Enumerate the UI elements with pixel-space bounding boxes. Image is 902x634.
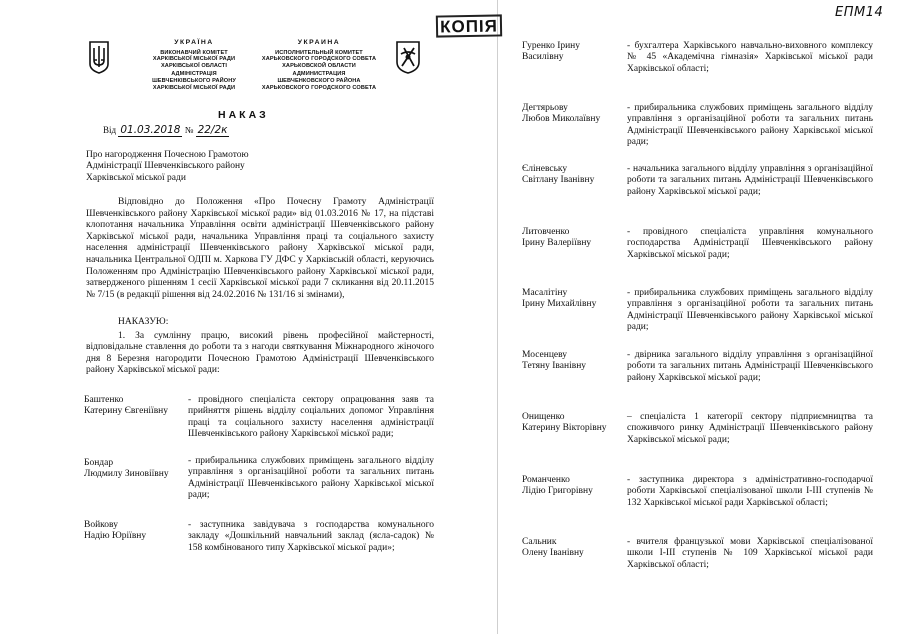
header-line: ИСПОЛНИТЕЛЬНЫЙ КОМИТЕТ [275, 49, 363, 56]
recipient-name: Литовченко Ірину Валеріївну [522, 227, 592, 249]
recipient-position: - начальника загального відділу управління з організаційної роботи та загальних питань Адміністрації Шевченківського району Харківської міської ради; [627, 164, 873, 197]
recipient-name: Романченко Лідію Григорівну [522, 475, 593, 497]
recipient-name: Войкову Надію Юріївну [84, 520, 147, 542]
header-line: ХАРЬКОВСКОГО ГОРОДСКОГО СОВЕТА [261, 84, 377, 91]
header-ukrainian [138, 40, 250, 91]
recipient-position: - вчителя французької мови Харківської спеціалізованої школи І-ІІІ ступенів № 109 Харківської міської ради Харківської області; [627, 537, 873, 570]
country-name: УКРАЇНА [174, 39, 214, 46]
header-line: ХАРЬКОВСКОГО ГОРОДСКОГО СОВЕТА [261, 56, 377, 63]
recipient-position: - провідного спеціаліста сектору опрацювання заяв та прийняття рішень відділу соціальних допомог Управління праці та соціального захисту населення адміністрації Шевченківського району Харківської міської ради; [188, 395, 434, 440]
ukraine-trident-icon [88, 40, 110, 74]
order-preamble: Відповідно до Положення «Про Почесну Грамоту Адміністрації Шевченківського району Харківської міської ради» від 01.03.2016 № 17, на підставі клопотання начальника Управління освіти адміністрації Шевченківського району Харківської міської ради, начальника Управління праці та соціального захисту населення адміністрації Шевченківського району Харківської міської ради, начальника Центральної ОДПІ м. Харкова ГУ ДФС у Харківській області, керуючись Положенням про Адміністрацію Шевченківського району Харківської міської ради, затвердженого рішенням 1 сесії Харківської міської ради 7 скликання від 20.11.2015 № 7/15 (в редакції рішення від 24.02.2016 № 131/16 зі змінами), [86, 197, 434, 300]
header-russian [258, 40, 380, 91]
subject-line: Харківської міської ради [86, 172, 186, 183]
header-line: ХАРКІВСЬКОЇ МІСЬКОЇ РАДИ [152, 84, 236, 91]
recipient-name: Сальник Олену Іванівну [522, 537, 584, 559]
recipient-position: - заступника директора з адміністративно-господарчої роботи Харківської спеціалізованої школи І-ІІІ ступенів № 132 Харківської міської ради Харківської області; [627, 475, 873, 508]
header-line: ХАРЬКОВСКОЙ ОБЛАСТИ [282, 62, 356, 69]
subject-line: Адміністрації Шевченківського району [86, 161, 245, 172]
order-date-line [103, 124, 229, 137]
recipient-name: Баштенко Катерину Євгеніївну [84, 395, 169, 417]
recipient-name: Онищенко Катерину Вікторівну [522, 412, 607, 434]
recipient-name: Гуренко Ірину Василівну [522, 41, 581, 63]
kharkiv-emblem-icon [395, 40, 421, 74]
order-number: 22/2к [197, 124, 228, 136]
order-date: 01.03.2018 [120, 124, 181, 136]
nakazuyu-label: НАКАЗУЮ: [118, 317, 169, 327]
page-divider [497, 0, 498, 634]
handwritten-note: ЕПМ14 [835, 5, 884, 20]
clause-1: 1. За сумлінну працю, високий рівень професійної майстерності, відповідальне ставлення до роботи та з нагоди святкування Міжнародного жіночого дня 8 Березня нагородити Почесною Грамотою Адміністрації Шевченківського району Харківської міської ради: [86, 331, 434, 376]
recipient-position: - провідного спеціаліста управління комунального господарства Адміністрації Шевченківського району Харківської міської ради; [627, 227, 873, 260]
header-line: ШЕВЧЕНКОВСКОГО РАЙОНА [277, 77, 361, 84]
country-name: УКРАИНА [297, 39, 341, 46]
recipient-position: - прибиральника службових приміщень загального відділу управління з організаційної роботи та загальних питань Адміністрації Шевченківського району Харківської міської ради; [188, 456, 434, 501]
order-title: НАКАЗ [218, 109, 269, 121]
header-line: АДМИНИСТРАЦИЯ [292, 71, 346, 78]
header-line: ВИКОНАВЧИЙ КОМІТЕТ [160, 49, 228, 56]
recipient-position: - двірника загального відділу управління з організаційної роботи та загальних питань Адміністрації Шевченківського району Харківської міської ради; [627, 350, 873, 383]
recipient-name: Масалітіну Ірину Михайлівну [522, 288, 597, 310]
header-line: АДМІНІСТРАЦІЯ [171, 71, 217, 78]
recipient-position: – спеціаліста 1 категорії сектору підприємництва та споживчого ринку Адміністрації Шевченківського району Харківської міської ради; [627, 412, 873, 445]
recipient-name: Єліневську Світлану Іванівну [522, 164, 595, 186]
date-prefix: Від [103, 125, 117, 135]
recipient-position: - прибиральника службових приміщень загального відділу управління з організаційної роботи та загальних питань Адміністрації Шевченківського району Харківської міської ради; [627, 103, 873, 148]
header-line: ХАРКІВСЬКОЇ ОБЛАСТІ [160, 62, 228, 69]
recipient-position: - бухгалтера Харківського навчально-виховного комплексу № 45 «Академічна гімназія» Харківської міської ради Харківської області; [627, 41, 873, 74]
recipient-position: - прибиральника службових приміщень загального відділу управління з організаційної роботи та загальних питань Адміністрації Шевченківського району Харківської міської ради; [627, 288, 873, 333]
header-line: ХАРКІВСЬКОЇ МІСЬКОЇ РАДИ [152, 56, 236, 63]
recipient-name: Дегтярьову Любов Миколаївну [522, 103, 601, 125]
header-line: ШЕВЧЕНКІВСЬКОГО РАЙОНУ [152, 77, 236, 84]
recipient-name: Мосенцеву Тетяну Іванівну [522, 350, 587, 372]
recipient-position: - заступника завідувача з господарства комунального закладу «Дошкільний навчальний заклад (ясла-садок) № 158 комбінованого типу Харківської міської ради»; [188, 520, 434, 553]
copy-stamp: КОПІЯ [436, 14, 502, 37]
order-subject [86, 150, 346, 184]
subject-line: Про нагородження Почесною Грамотою [86, 150, 249, 160]
recipient-name: Бондар Людмилу Зиновіївну [84, 458, 169, 480]
number-prefix: № [184, 125, 194, 135]
